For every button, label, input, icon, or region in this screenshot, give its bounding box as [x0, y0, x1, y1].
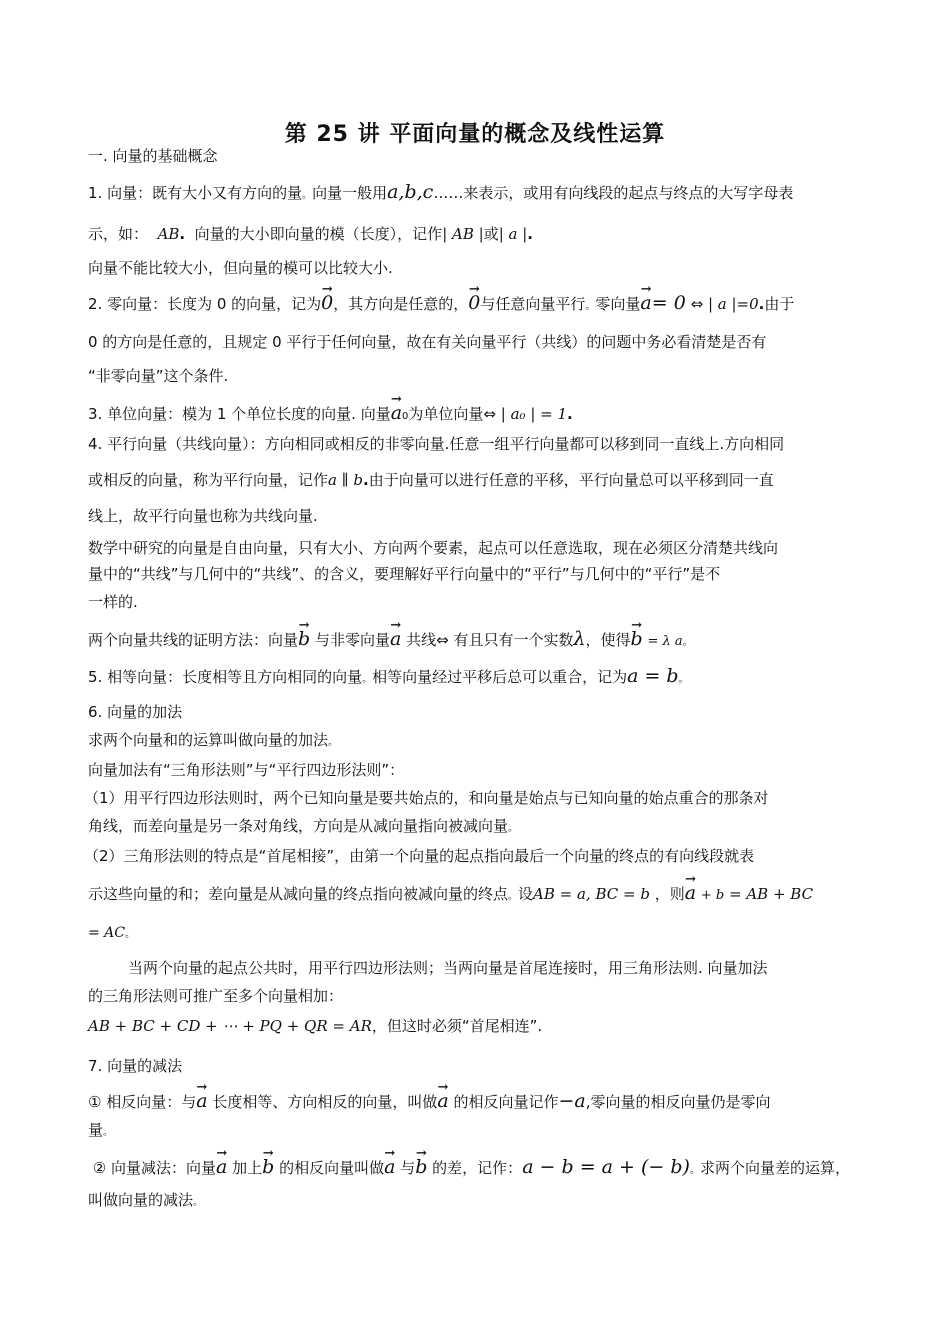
math-moda: | a | — [498, 225, 528, 243]
text: 为单位向量 — [408, 405, 484, 423]
text: 角线，而差向量是另一条对角线，方向是从减向量指向被减向量 — [88, 817, 509, 835]
math-AB: AB — [157, 225, 180, 243]
text: 与 — [400, 1159, 416, 1177]
para-chain-sum — [88, 1014, 878, 1038]
para-free-vector: 数学中研究的向量是自由向量，只有大小、方向两个要素，起点可以任意选取，现在必须区分清楚共线向 — [88, 539, 779, 557]
section-heading-basic-concepts: 一. 向量的基础概念 — [88, 147, 218, 165]
text: ① 相反向量：与 — [88, 1093, 197, 1111]
para-opposite-vector-2: 量。 — [88, 1121, 114, 1139]
para-triangle-rule-3: = AC。 — [88, 925, 136, 941]
text: ，则 — [654, 885, 685, 903]
para-zero-vector-2: 0 的方向是任意的，且规定 0 平行于任何向量，故在有关向量平行（共线）的问题中务必看清楚是否有 — [88, 333, 767, 351]
text: 1. 向量：既有大小又有方向的量 — [88, 184, 303, 202]
text: 示这些向量的和；差向量是从减向量的终点指向被减向量的终点 — [88, 885, 509, 903]
text: 求两个向量差的运算， — [699, 1159, 850, 1177]
math-eq-lambda-a: = λ a — [647, 634, 683, 649]
math-moda0-eq1: | a₀ | = 1 — [500, 405, 568, 423]
para-parallel-vector: 4. 平行向量（共线向量）：方向相同或相反的非零向量.任意一组平行向量都可以移到同一直线上.方向相同 — [88, 435, 785, 453]
text: 共线 — [406, 631, 437, 649]
text: ，但这时必须“首尾相连”. — [371, 1017, 543, 1035]
math-minus-a: −a — [558, 1090, 586, 1112]
text: 2. 零向量：长度为 0 的向量，记为 — [88, 295, 322, 313]
text: 由于 — [764, 295, 795, 313]
vector-a: → a — [685, 878, 696, 905]
text: 的相反向量叫做 — [279, 1159, 385, 1177]
text: 的相反向量记作 — [453, 1093, 559, 1111]
para-vector-subtraction: ② 向量减法：向量→ a 加上→ b 的相反向量叫做→ a 与→ b 的差，记作：a − b = a + (− b)。求两个向量差的运算， — [88, 1152, 878, 1183]
section-vector-addition: 6. 向量的加法 — [88, 703, 183, 721]
text: 设 — [518, 885, 534, 903]
text: 与非零向量 — [314, 631, 390, 649]
para-zero-vector-3: “非零向量”这个条件. — [88, 367, 229, 385]
math-a-eq-b: a = b — [627, 665, 679, 687]
para-vector-subtraction-2: 叫做向量的减法。 — [88, 1191, 204, 1209]
text: 长度相等、方向相反的向量，叫做 — [212, 1093, 438, 1111]
zero-vector-symbol: → 0 — [321, 288, 333, 315]
math-plus-b: + b — [700, 888, 725, 903]
vector-b: → b — [415, 1152, 427, 1179]
para-parallelogram-rule-2: 角线，而差向量是另一条对角线，方向是从减向量指向被减向量。 — [88, 817, 519, 835]
para-parallelogram-rule: （1）用平行四边形法则时，两个已知向量是要共始点的，和向量是始点与已知向量的始点重合的那条对 — [84, 789, 769, 807]
text: 零向量的相反向量仍是零向 — [590, 1093, 771, 1111]
para-free-vector-2: 量中的“共线”与几何中的“共线”、的含义，要理解好平行向量中的“平行”与几何中的“平行”是不 — [88, 565, 721, 583]
iff-symbol: ⇔ — [483, 405, 496, 423]
text: 求两个向量和的运算叫做向量的加法 — [88, 731, 329, 749]
text: 量 — [88, 1121, 104, 1139]
math-eq-AC: = AC — [88, 925, 126, 941]
para-equal-vector: 5. 相等向量：长度相等且方向相同的向量。相等向量经过平移后总可以重合，记为a = b。 — [88, 665, 689, 687]
math-a-minus-b: a − b = a + (− b) — [522, 1156, 690, 1178]
para-parallel-vector-2: 或相反的向量，称为平行向量，记作a ∥ b.由于向量可以进行任意的平移，平行向量总可以平移到同一直 — [88, 471, 774, 489]
text: ……来表示，或用有向线段的起点与终点的大写字母表 — [433, 184, 794, 202]
math-chain-sum: AB + BC + CD + ⋯ + PQ + QR = AR — [88, 1017, 372, 1035]
text: 加上 — [232, 1159, 263, 1177]
math-eqzero: = 0 — [651, 292, 686, 314]
text: 与任意向量平行 — [480, 295, 586, 313]
para-opposite-vector: ① 相反向量：与→ a 长度相等、方向相反的向量，叫做→ a 的相反向量记作−a,零向量的相反向量仍是零向 — [88, 1086, 878, 1114]
vector-b: → b — [262, 1152, 274, 1179]
vector-a: → a — [640, 288, 651, 315]
text: 向量的大小即向量的模（长度），记作 — [194, 225, 443, 243]
para-modulus: 向量不能比较大小，但向量的模可以比较大小. — [88, 259, 393, 277]
text: 有且只有一个实数 — [453, 631, 574, 649]
vector-a: → a — [216, 1152, 227, 1179]
para-rule-choice-2: 的三角形法则可推广至多个向量相加： — [88, 987, 344, 1005]
para-triangle-rule: （2）三角形法则的特点是“首尾相接”，由第一个向量的起点指向最后一个向量的终点的有向线段就表 — [84, 847, 755, 865]
math-lambda: λ — [573, 628, 586, 650]
para-addition-rules: 向量加法有“三角形法则”与“平行四边形法则”： — [88, 761, 405, 779]
math-sum-AB-BC: = AB + BC — [729, 885, 814, 903]
para-parallel-vector-3: 线上，故平行向量也称为共线向量. — [88, 507, 318, 525]
iff-symbol: ⇔ — [436, 631, 449, 649]
text: 或 — [483, 225, 499, 243]
para-free-vector-3: 一样的. — [88, 593, 138, 611]
text: 示，如： — [88, 225, 149, 243]
para-unit-vector: 3. 单位向量：模为 1 个单位长度的向量. 向量→ a0为单位向量⇔ | a₀ | = 1. — [88, 398, 878, 429]
math-abc: a,b,c — [387, 181, 434, 203]
text: ，其方向是任意的， — [333, 295, 469, 313]
vector-a: → a — [196, 1086, 207, 1113]
para-vector-def-2: 示，如： AB. 向量的大小即向量的模（长度），记作| AB |或| a |. — [88, 225, 533, 243]
math-a-par-b: a ∥ b — [328, 471, 364, 489]
text: 零向量 — [595, 295, 641, 313]
para-vector-def: 1. 向量：既有大小又有方向的量。向量一般用a,b,c……来表示，或用有向线段的起点与终点的大写字母表 — [88, 181, 794, 203]
page-title: 第 25 讲 平面向量的概念及线性运算 — [284, 122, 666, 147]
vector-a: → a — [384, 1152, 395, 1179]
text: 的差，记作： — [432, 1159, 523, 1177]
text: 3. 单位向量：模为 1 个单位长度的向量. 向量 — [88, 405, 391, 423]
text: ，使得 — [585, 631, 631, 649]
para-addition-def: 求两个向量和的运算叫做向量的加法。 — [88, 731, 339, 749]
text: 相等向量经过平移后总可以重合，记为 — [372, 668, 628, 686]
iff-symbol: ⇔ — [690, 295, 704, 313]
vector-b: → b — [631, 624, 643, 651]
vector-a: → a — [390, 624, 401, 651]
math-moda-eq0: | a |=0 — [707, 295, 759, 313]
text: 5. 相等向量：长度相等且方向相同的向量 — [88, 668, 363, 686]
math-modAB: | AB | — [442, 225, 484, 243]
para-rule-choice: 当两个向量的起点公共时，用平行四边形法则；当两向量是首尾连接时，用三角形法则. 向量加法 — [128, 959, 768, 977]
vector-a0: → a — [391, 398, 402, 425]
text: 或相反的向量，称为平行向量，记作 — [88, 471, 329, 489]
vector-a: → a — [437, 1086, 448, 1113]
para-zero-vector: 2. 零向量：长度为 0 的向量，记为→ 0，其方向是任意的，→ 0与任意向量平行。零向量→ a= 0 ⇔ | a |=0.由于 — [88, 288, 878, 319]
para-collinear-proof: 两个向量共线的证明方法：向量→ b 与非零向量→ a 共线⇔ 有且只有一个实数λ，使得→ b = λ a。 — [88, 624, 878, 655]
text: 两个向量共线的证明方法：向量 — [88, 631, 299, 649]
math-set-AB-BC: AB = a, BC = b — [533, 885, 650, 903]
para-triangle-rule-2: 示这些向量的和；差向量是从减向量的终点指向被减向量的终点。设AB = a, BC = b ，则→ a + b = AB + BC — [88, 878, 878, 909]
text: 向量一般用 — [312, 184, 388, 202]
zero-vector-symbol: → 0 — [468, 288, 480, 315]
section-vector-subtraction: 7. 向量的减法 — [88, 1057, 183, 1075]
text: 叫做向量的减法 — [88, 1191, 194, 1209]
text: 由于向量可以进行任意的平移，平行向量总可以平移到同一直 — [368, 471, 774, 489]
vector-b: → b — [298, 624, 310, 651]
text: ② 向量减法：向量 — [92, 1159, 216, 1177]
